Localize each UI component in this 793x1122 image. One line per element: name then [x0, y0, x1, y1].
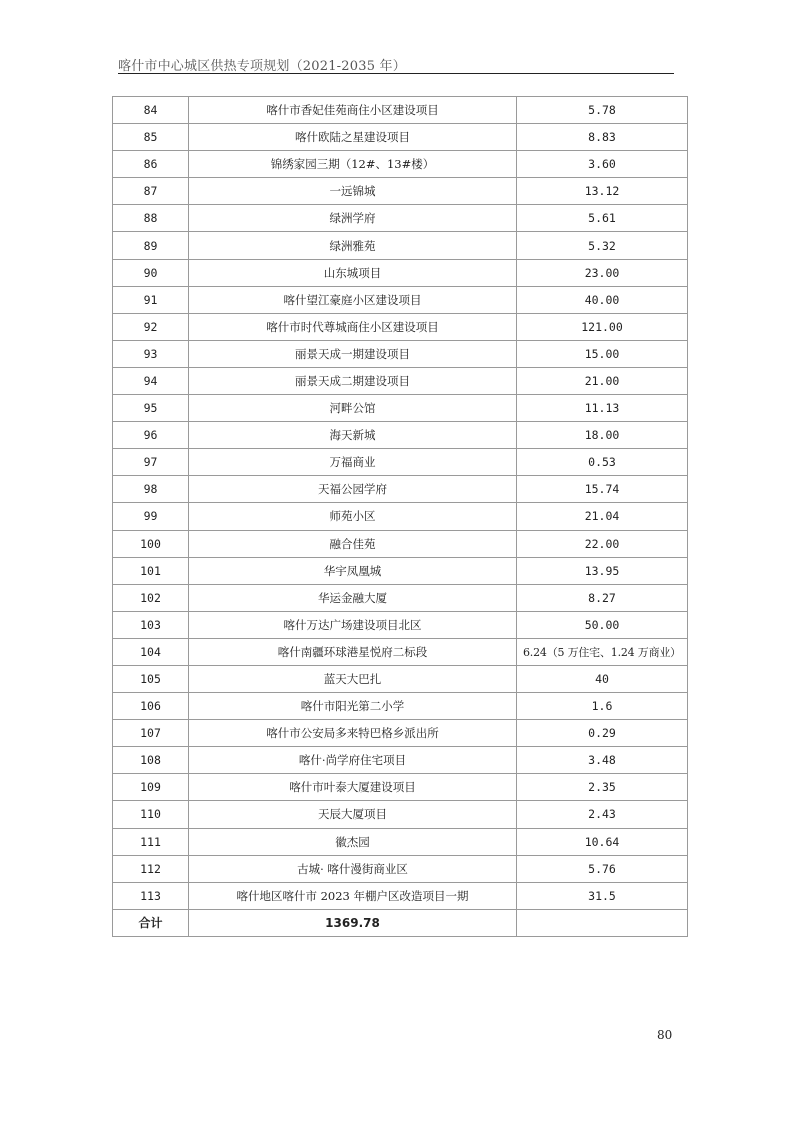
table-row: [113, 286, 688, 313]
heat-area-cell: 23.00: [517, 259, 688, 286]
heat-area-cell: 121.00: [517, 313, 688, 340]
table-row: [113, 855, 688, 882]
row-number-cell: 91: [113, 286, 189, 313]
table-row: [113, 665, 688, 692]
heat-area-cell: 8.83: [517, 124, 688, 151]
row-number-cell: 93: [113, 340, 189, 367]
project-name-cell: 师苑小区: [189, 503, 517, 530]
table-row: [113, 259, 688, 286]
table-row: [113, 178, 688, 205]
heat-area-cell: 21.04: [517, 503, 688, 530]
heat-area-cell: 22.00: [517, 530, 688, 557]
total-empty-cell: [517, 909, 688, 936]
heat-area-cell: 21.00: [517, 367, 688, 394]
heat-area-cell: 15.74: [517, 476, 688, 503]
table-row: [113, 124, 688, 151]
table-row: [113, 747, 688, 774]
row-number-cell: 87: [113, 178, 189, 205]
project-name-cell: 喀什市香妃佳苑商住小区建设项目: [189, 97, 517, 124]
table-row: [113, 340, 688, 367]
project-name-cell: 喀什市时代尊城商住小区建设项目: [189, 313, 517, 340]
row-number-cell: 100: [113, 530, 189, 557]
project-name-cell: 喀什南疆环球港星悦府二标段: [189, 638, 517, 665]
project-name-cell: 丽景天成二期建设项目: [189, 367, 517, 394]
heat-area-cell: 11.13: [517, 395, 688, 422]
table-row: [113, 557, 688, 584]
project-name-cell: 喀什市公安局多来特巴格乡派出所: [189, 720, 517, 747]
project-name-cell: 喀什欧陆之星建设项目: [189, 124, 517, 151]
project-name-cell: 万福商业: [189, 449, 517, 476]
table-row: [113, 395, 688, 422]
table-row: [113, 584, 688, 611]
project-name-cell: 海天新城: [189, 422, 517, 449]
table-row: [113, 367, 688, 394]
project-name-cell: 华宇凤凰城: [189, 557, 517, 584]
project-name-cell: 华运金融大厦: [189, 584, 517, 611]
table-row: [113, 422, 688, 449]
project-name-cell: 喀什地区喀什市 2023 年棚户区改造项目一期: [189, 882, 517, 909]
project-name-cell: 喀什市叶泰大厦建设项目: [189, 774, 517, 801]
project-name-cell: 锦绣家园三期（12#、13#楼）: [189, 151, 517, 178]
row-number-cell: 99: [113, 503, 189, 530]
heat-area-cell: 40: [517, 665, 688, 692]
row-number-cell: 92: [113, 313, 189, 340]
table-row: [113, 530, 688, 557]
project-name-cell: 喀什市阳光第二小学: [189, 693, 517, 720]
heat-area-cell: 8.27: [517, 584, 688, 611]
row-number-cell: 98: [113, 476, 189, 503]
project-name-cell: 河畔公馆: [189, 395, 517, 422]
table-row: [113, 151, 688, 178]
row-number-cell: 102: [113, 584, 189, 611]
document-header-title: 喀什市中心城区供热专项规划（2021-2035 年）: [118, 59, 406, 74]
row-number-cell: 89: [113, 232, 189, 259]
table-row: [113, 232, 688, 259]
total-row: [113, 909, 688, 936]
total-label-cell: 合计: [113, 909, 189, 936]
project-heat-load-table: [112, 96, 688, 937]
row-number-cell: 97: [113, 449, 189, 476]
row-number-cell: 107: [113, 720, 189, 747]
heat-area-cell: 1.6: [517, 693, 688, 720]
table-row: [113, 801, 688, 828]
project-name-cell: 山东城项目: [189, 259, 517, 286]
project-name-cell: 蓝天大巴扎: [189, 665, 517, 692]
heat-area-cell: 13.12: [517, 178, 688, 205]
table-row: [113, 882, 688, 909]
heat-area-cell: 2.35: [517, 774, 688, 801]
row-number-cell: 104: [113, 638, 189, 665]
table-row: [113, 611, 688, 638]
project-name-cell: 喀什·尚学府住宅项目: [189, 747, 517, 774]
heat-area-cell: 5.76: [517, 855, 688, 882]
row-number-cell: 109: [113, 774, 189, 801]
row-number-cell: 101: [113, 557, 189, 584]
total-value-cell: 1369.78: [189, 909, 517, 936]
row-number-cell: 106: [113, 693, 189, 720]
heat-area-cell: 31.5: [517, 882, 688, 909]
row-number-cell: 96: [113, 422, 189, 449]
table-row: [113, 774, 688, 801]
heat-area-cell: 0.29: [517, 720, 688, 747]
project-name-cell: 喀什万达广场建设项目北区: [189, 611, 517, 638]
table-body: [113, 97, 688, 937]
heat-area-cell: 0.53: [517, 449, 688, 476]
project-name-cell: 天辰大厦项目: [189, 801, 517, 828]
row-number-cell: 86: [113, 151, 189, 178]
heat-area-cell: 6.24（5 万住宅、1.24 万商业）: [517, 638, 688, 665]
heat-area-cell: 5.32: [517, 232, 688, 259]
project-name-cell: 古城· 喀什漫街商业区: [189, 855, 517, 882]
row-number-cell: 103: [113, 611, 189, 638]
row-number-cell: 108: [113, 747, 189, 774]
table-row: [113, 720, 688, 747]
table-row: [113, 503, 688, 530]
heat-area-cell: 15.00: [517, 340, 688, 367]
row-number-cell: 95: [113, 395, 189, 422]
table-row: [113, 97, 688, 124]
project-name-cell: 绿洲学府: [189, 205, 517, 232]
table-row: [113, 638, 688, 665]
table-row: [113, 205, 688, 232]
row-number-cell: 113: [113, 882, 189, 909]
project-name-cell: 丽景天成一期建设项目: [189, 340, 517, 367]
project-name-cell: 喀什望江豪庭小区建设项目: [189, 286, 517, 313]
heat-area-cell: 5.61: [517, 205, 688, 232]
table-row: [113, 828, 688, 855]
table-row: [113, 313, 688, 340]
row-number-cell: 84: [113, 97, 189, 124]
heat-area-cell: 3.48: [517, 747, 688, 774]
heat-area-cell: 3.60: [517, 151, 688, 178]
heat-area-cell: 13.95: [517, 557, 688, 584]
heat-area-cell: 40.00: [517, 286, 688, 313]
heat-area-cell: 2.43: [517, 801, 688, 828]
project-name-cell: 徽杰园: [189, 828, 517, 855]
table-row: [113, 693, 688, 720]
header-divider: [118, 73, 674, 74]
row-number-cell: 112: [113, 855, 189, 882]
row-number-cell: 85: [113, 124, 189, 151]
table-row: [113, 449, 688, 476]
row-number-cell: 88: [113, 205, 189, 232]
heat-area-cell: 10.64: [517, 828, 688, 855]
row-number-cell: 105: [113, 665, 189, 692]
project-name-cell: 绿洲雅苑: [189, 232, 517, 259]
heat-area-cell: 18.00: [517, 422, 688, 449]
page-number: 80: [657, 1028, 673, 1042]
row-number-cell: 90: [113, 259, 189, 286]
row-number-cell: 111: [113, 828, 189, 855]
heat-area-cell: 5.78: [517, 97, 688, 124]
row-number-cell: 94: [113, 367, 189, 394]
project-name-cell: 一远锦城: [189, 178, 517, 205]
project-name-cell: 天福公园学府: [189, 476, 517, 503]
row-number-cell: 110: [113, 801, 189, 828]
heat-area-cell: 50.00: [517, 611, 688, 638]
project-name-cell: 融合佳苑: [189, 530, 517, 557]
table-row: [113, 476, 688, 503]
